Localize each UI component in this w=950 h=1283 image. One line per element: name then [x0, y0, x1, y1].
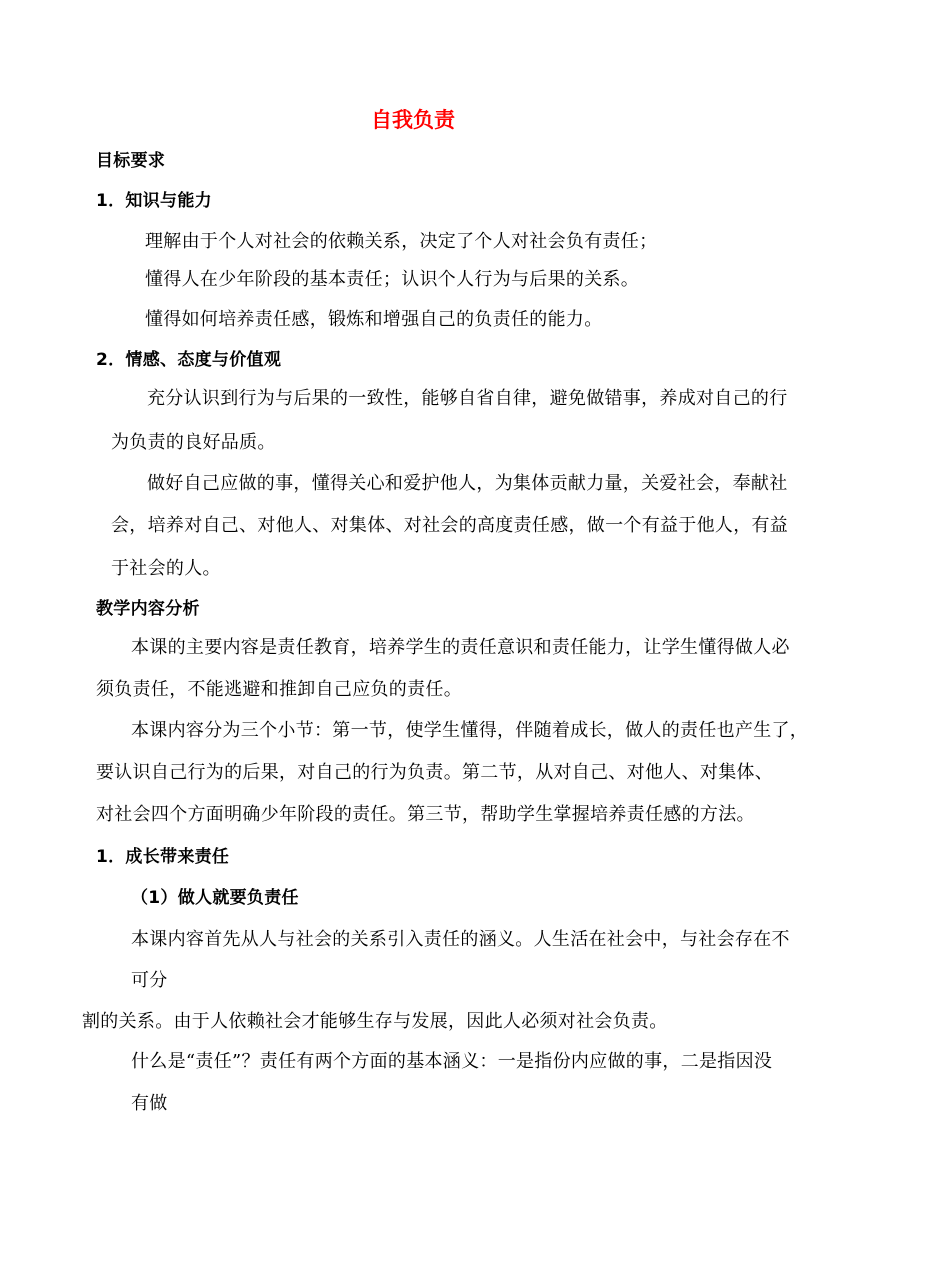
- emotion-line-3: 做好自己应做的事，懂得关心和爱护他人，为集体贡献力量，关爱社会，奉献社: [147, 473, 788, 494]
- analysis-line-1: 本课的主要内容是责任教育，培养学生的责任意识和责任能力，让学生懂得做人必: [131, 637, 790, 658]
- analysis-line-2: 须负责任，不能逃避和推卸自己应负的责任。: [96, 679, 462, 700]
- growth-subheading: （1）做人就要负责任: [131, 888, 299, 908]
- growth-line-3: 割的关系。由于人依赖社会才能够生存与发展，因此人必须对社会负责。: [82, 1011, 668, 1032]
- growth-line-1: 本课内容首先从人与社会的关系引入责任的涵义。人生活在社会中，与社会存在不: [131, 929, 790, 950]
- knowledge-line-2: 懂得人在少年阶段的基本责任；认识个人行为与后果的关系。: [145, 269, 640, 290]
- emotion-line-2: 为负责的良好品质。: [111, 432, 276, 453]
- knowledge-ability-heading: 1．知识与能力: [96, 191, 212, 211]
- emotion-values-heading: 2．情感、态度与价值观: [96, 350, 282, 370]
- goals-heading: 目标要求: [96, 151, 166, 171]
- emotion-line-5: 于社会的人。: [111, 558, 221, 579]
- growth-line-2: 可分: [131, 970, 168, 991]
- document-title: 自我负责: [371, 108, 455, 132]
- analysis-line-3: 本课内容分为三个小节：第一节，使学生懂得，伴随着成长，做人的责任也产生了，: [131, 720, 809, 741]
- emotion-line-1: 充分认识到行为与后果的一致性，能够自省自律，避免做错事，养成对自己的行: [147, 388, 788, 409]
- analysis-line-5: 对社会四个方面明确少年阶段的责任。第三节，帮助学生掌握培养责任感的方法。: [96, 804, 755, 825]
- emotion-line-4: 会，培养对自己、对他人、对集体、对社会的高度责任感，做一个有益于他人，有益: [111, 515, 789, 536]
- knowledge-line-1: 理解由于个人对社会的依赖关系，决定了个人对社会负有责任；: [145, 231, 658, 252]
- growth-line-5: 有做: [131, 1093, 168, 1114]
- knowledge-line-3: 懂得如何培养责任感，锻炼和增强自己的负责任的能力。: [145, 309, 603, 330]
- analysis-line-4: 要认识自己行为的后果，对自己的行为负责。第二节，从对自己、对他人、对集体、: [96, 762, 774, 783]
- growth-heading: 1．成长带来责任: [96, 847, 230, 867]
- growth-line-4: 什么是“责任”？责任有两个方面的基本涵义：一是指份内应做的事，二是指因没: [131, 1051, 773, 1072]
- analysis-heading: 教学内容分析: [96, 599, 200, 619]
